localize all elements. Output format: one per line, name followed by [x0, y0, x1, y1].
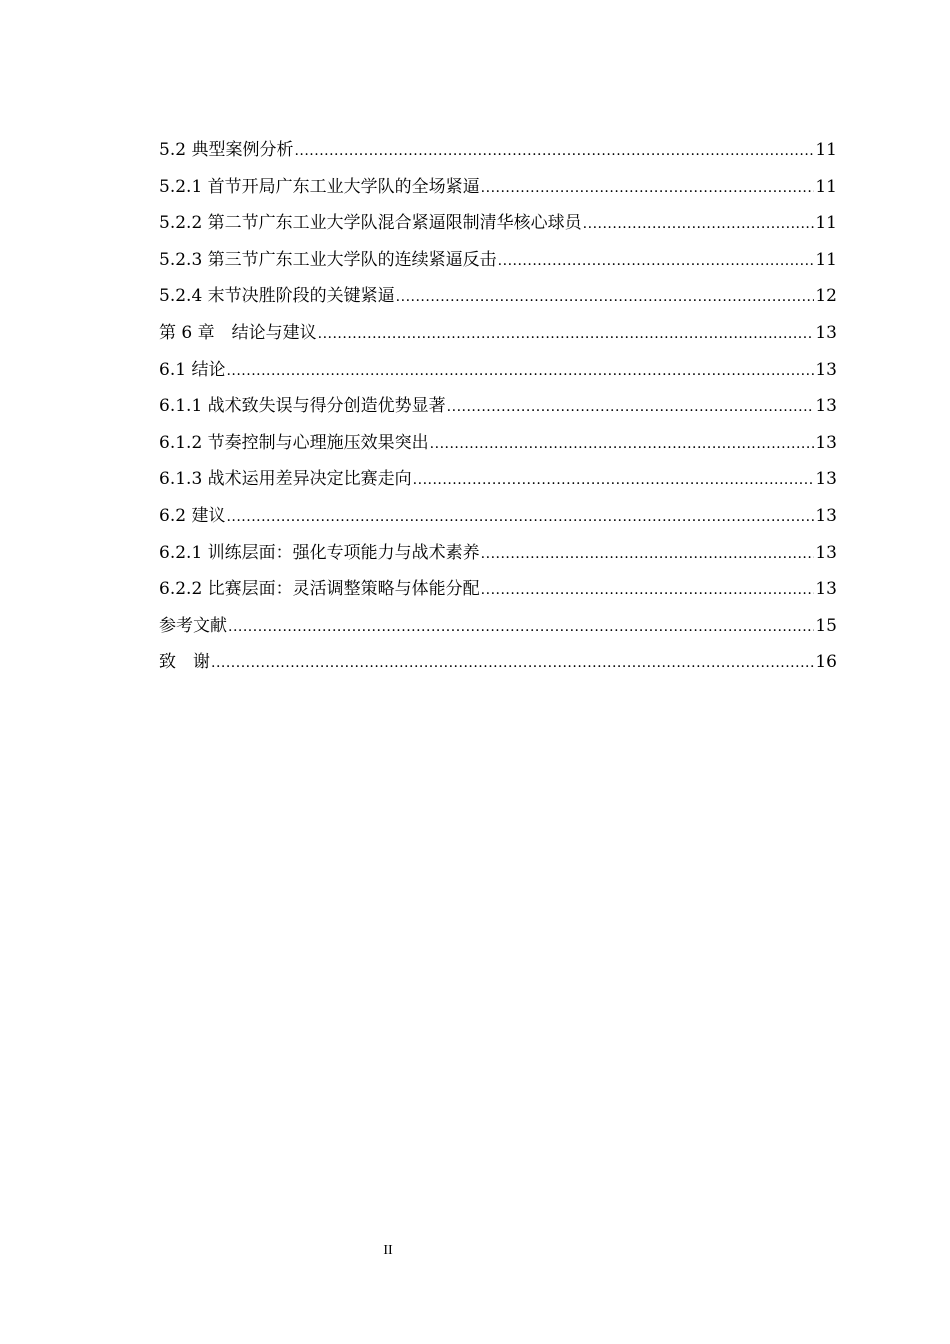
toc-dot-leader — [447, 393, 815, 421]
toc-entry-page: 11 — [815, 213, 837, 234]
toc-entry-page: 15 — [815, 615, 837, 636]
toc-entry-page: 13 — [815, 469, 837, 490]
toc-dot-leader — [481, 540, 815, 568]
toc-entry[interactable] — [159, 539, 837, 576]
toc-entry-title: 6.1.1 战术致失误与得分创造优势显著 — [159, 396, 446, 417]
toc-entry-page: 11 — [815, 249, 837, 270]
toc-entry-page: 11 — [815, 176, 837, 197]
toc-dot-leader — [481, 576, 815, 604]
toc-entry-title: 6.2.1 训练层面：强化专项能力与战术素养 — [159, 542, 480, 563]
toc-entry-page: 11 — [815, 140, 837, 160]
toc-dot-leader — [413, 466, 815, 494]
toc-entry-title: 5.2 典型案例分析 — [159, 140, 294, 160]
toc-entry[interactable] — [159, 612, 837, 649]
toc-dot-leader — [294, 137, 814, 165]
toc-entry[interactable] — [159, 429, 837, 466]
toc-entry-title: 第 6 章 结论与建议 — [159, 322, 317, 343]
toc-dot-leader — [481, 174, 815, 202]
toc-entry-page: 13 — [815, 396, 837, 417]
toc-dot-leader — [228, 613, 814, 641]
toc-dot-leader — [226, 503, 814, 531]
toc-entry[interactable] — [159, 209, 837, 246]
toc-dot-leader — [396, 283, 815, 311]
toc-entry[interactable] — [159, 356, 837, 393]
toc-entry-title: 参考文献 — [159, 615, 227, 636]
toc-entry[interactable] — [159, 392, 837, 429]
toc-entry-page: 16 — [815, 652, 837, 673]
toc-entry-page: 12 — [815, 286, 837, 307]
toc-entry-title: 6.1.3 战术运用差异决定比赛走向 — [159, 469, 412, 490]
toc-dot-leader — [498, 247, 815, 275]
toc-dot-leader — [430, 430, 815, 458]
toc-entry-page: 13 — [815, 432, 837, 453]
toc-entry[interactable] — [159, 502, 837, 539]
toc-entry-title: 5.2.2 第二节广东工业大学队混合紧逼限制清华核心球员 — [159, 213, 582, 234]
toc-entry[interactable] — [159, 173, 837, 210]
toc-entry[interactable] — [159, 246, 837, 283]
toc-entry[interactable] — [159, 282, 837, 319]
toc-entry-title: 6.2 建议 — [159, 505, 226, 526]
toc-dot-leader — [211, 649, 814, 677]
toc-entry-page: 13 — [815, 359, 837, 380]
toc-entry[interactable] — [159, 319, 837, 356]
toc-entry-title: 6.1 结论 — [159, 359, 226, 380]
toc-entry[interactable] — [159, 465, 837, 502]
toc-entry[interactable] — [159, 575, 837, 612]
toc-entry-title: 5.2.3 第三节广东工业大学队的连续紧逼反击 — [159, 249, 497, 270]
toc-entry-title: 5.2.4 末节决胜阶段的关键紧逼 — [159, 286, 395, 307]
toc-entry[interactable] — [159, 136, 837, 173]
table-of-contents — [159, 136, 837, 685]
toc-entry-title: 6.2.2 比赛层面：灵活调整策略与体能分配 — [159, 579, 480, 600]
toc-entry-title: 6.1.2 节奏控制与心理施压效果突出 — [159, 432, 429, 453]
toc-entry-title: 致 谢 — [159, 652, 210, 673]
page-number: II — [383, 1243, 393, 1258]
toc-entry[interactable] — [159, 648, 837, 685]
toc-entry-page: 13 — [815, 322, 837, 343]
toc-dot-leader — [226, 357, 814, 385]
toc-dot-leader — [318, 320, 815, 348]
toc-entry-page: 13 — [815, 542, 837, 563]
toc-entry-page: 13 — [815, 579, 837, 600]
toc-entry-title: 5.2.1 首节开局广东工业大学队的全场紧逼 — [159, 176, 480, 197]
toc-dot-leader — [583, 210, 815, 238]
toc-entry-page: 13 — [815, 505, 837, 526]
